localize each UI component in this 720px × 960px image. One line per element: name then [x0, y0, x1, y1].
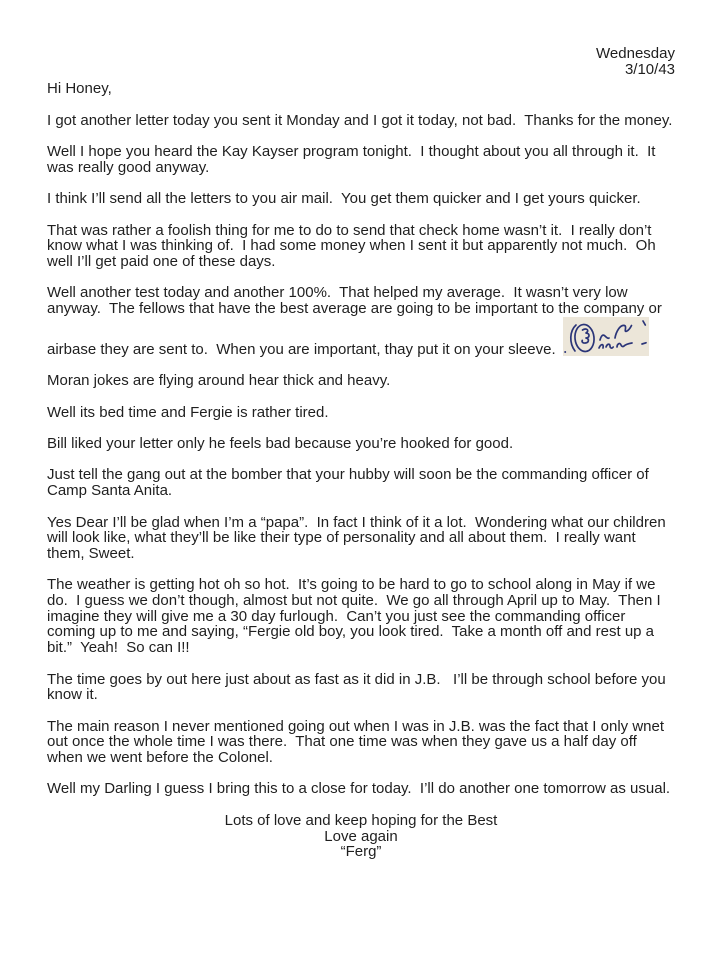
date-weekday: Wednesday [596, 45, 675, 62]
body-bottom [47, 373, 675, 797]
paragraph: The time goes by out here just about as fast as it did in J.B. I’ll be through school before you know it. [47, 670, 670, 704]
closing-line: “Ferg” [340, 843, 382, 861]
paragraph: Well its bed time and Fergie is rather tired. [47, 403, 329, 421]
date-value: 3/10/43 [624, 60, 675, 78]
sleeve-insignia-sketch [563, 317, 649, 356]
paragraph: Well I hope you heard the Kay Kayser program tonight. I thought about you all through it. It was really good anyway. [47, 143, 660, 176]
paragraph: Well my Darling I guess I bring this to a close for today. I’ll do another one tomorrow as usual. [47, 780, 671, 798]
paragraph-sleeve [47, 285, 675, 357]
paragraph: Bill liked your letter only he feels bad because you’re hooked for good. [47, 435, 514, 453]
paragraph-sleeve-text: Well another test today and another 100%. That helped my average. It wasn’t very low anyway. The fellows that have the best average are going to be important to the company or airbase they are sent to. When you are important, thay put it on your sleeve. [47, 284, 666, 358]
salutation: Hi Honey, [47, 80, 112, 98]
paragraph: I got another letter today you sent it Monday and I got it today, not bad. Thanks for the money. [47, 111, 673, 129]
closing-block [47, 813, 675, 860]
paragraph: The weather is getting hot oh so hot. It’s going to be hard to go to school along in May if we do. I guess we don’t though, almost but not quite. We go all through April up to May. Then I imagine they will give me a 30 day furlough. Can’t you just see the commanding officer coming up to me and saying, “Fergie old boy, you look tired. Take a month off and rest up a bit.” Yeah! So can I!! [47, 576, 665, 657]
closing-line: Love again [324, 827, 398, 845]
paragraph: Moran jokes are flying around hear thick and heavy. [47, 372, 391, 390]
date-block [47, 46, 675, 77]
paragraph: I think I’ll send all the letters to you air mail. You get them quicker and I get yours quicker. [47, 190, 641, 208]
closing-line: Lots of love and keep hoping for the Best [224, 811, 498, 829]
paragraph: That was rather a foolish thing for me to do to send that check home wasn’t it. I really don’t know what I was thinking of. I had some money when I sent it but apparently not much. Oh well I’ll get paid one of these days. [47, 221, 660, 271]
paragraph: The main reason I never mentioned going out when I was in J.B. was the fact that I only wnet out once the whole time I was there. That one time was when they gave us a half day off when we went before the Colonel. [47, 717, 669, 767]
body-top [47, 113, 675, 270]
paragraph: Yes Dear I’ll be glad when I’m a “papa”. In fact I think of it a lot. Wondering what our children will look like, what they’ll be like their type of personality and all about them. I really want them, Sweet. [47, 513, 670, 562]
paragraph: Just tell the gang out at the bomber that your hubby will soon be the commanding officer of Camp Santa Anita. [47, 466, 653, 500]
